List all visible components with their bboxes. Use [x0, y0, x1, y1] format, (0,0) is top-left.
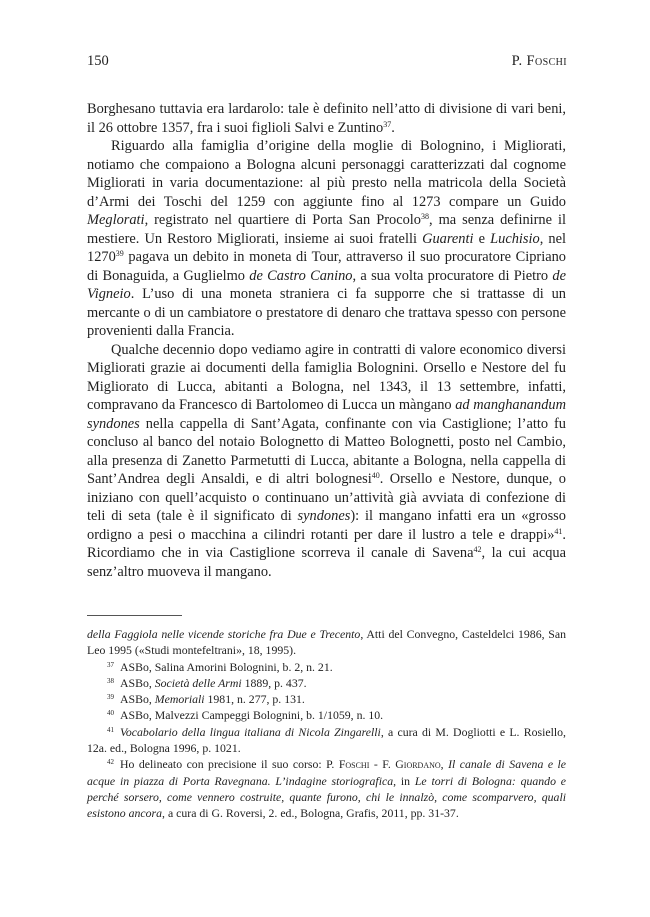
footnote-ref-38[interactable]: 38: [421, 212, 429, 221]
page-header: [87, 50, 567, 72]
footnote-ref-39[interactable]: 39: [115, 249, 124, 258]
footnote-continuation: della Faggiola nelle vicende storiche fra Due e Trecento, Atti del Convegno, Casteldelci 1986, San Leo 1995 («Studi montefeltrani», 18, 1995).: [87, 627, 567, 658]
running-head: P. Foschi: [511, 53, 567, 69]
paragraph-3: Qualche decennio dopo vediamo agire in contratti di valore economico diversi Migliorati grazie ai documenti della famiglia Bolognini. Orsello e Nestore del fu Migliorato di Lucca, abitanti a Bologna, nel 1343, il 13 settembre, infatti, compravano da Francesco di Bartolomeo di Lucca un màngano ad manghanandum syndones nella cappella di Sant’Agata, confinante con via Castiglione; l’atto fu concluso al banco del notaio Bolognetto di Matteo Bolognetti, posto nel Cambio, alla presenza di Zanetto Parmetutti di Lucca, abitante a Bologna, nella cappella di Sant’Andrea degli Ansaldi, e di altri bolognesi$^{40}$. Orsello e Nestore, dunque, o iniziano con quell’acquisto o continuano un’attività già avviata di confezione di teli di seta (tale è il significato di syndones): il mangano infatti era un «grosso ordigno a pesi o macchina a cilindri rotanti per dare il lustro a tele e drappi»$^{41}$. Ricordiamo che in via Castiglione scorreva il canale di Savena$^{42}$, la cui acqua senz’altro muoveva il mangano.: [87, 341, 566, 580]
paragraph-2: Riguardo alla famiglia d’origine della moglie di Bolognino, i Migliorati, notiamo che compaiono a Bologna alcuni personaggi caratterizzati dal cognome Migliorati in varia documentazione: al più presto nella matricola della Società d’Armi dei Toschi del 1259 con aggiunte fino al 1273 compare un Guido Meglorati, registrato nel quartiere di Porta San Procolo$^{38}$, ma senza definirne il mestiere. Un Restoro Migliorati, insieme ai suoi fratelli Guarenti e Luchisio, nel 1270$^{39}$ pagava un debito in moneta di Tour, attraverso il suo procuratore Cipriano di Bonaguida, a Guglielmo de Castro Canino, a sua volta procuratore di Pietro de Vigneio. L’uso di una moneta straniera ci fa supporre che si trattasse di un mercante o di un cambiatore o prestatore di denaro che trattava spesso con persone provenienti dalla Francia.: [87, 138, 567, 339]
footnote-38: $^{38}$ ASBo, Società delle Armi 1889, p. 437.: [107, 675, 307, 690]
footnote-separator: [87, 615, 182, 616]
footnote-ref-41[interactable]: 41: [554, 526, 563, 536]
footnote-40: $^{40}$ ASBo, Malvezzi Campeggi Bolognini, b. 1/1059, n. 10.: [107, 708, 384, 723]
body-text: [87, 100, 566, 581]
footnote-ref-37[interactable]: 37: [383, 119, 392, 129]
footnote-39: $^{39}$ ASBo, Memoriali 1981, n. 277, p. 131.: [107, 692, 305, 707]
paragraph-1: Borghesano tuttavia era lardarolo: tale è definito nell’atto di divisione di vari beni, il 26 ottobre 1357, fra i suoi figlioli Salvi e Zuntino$^{37}$.: [87, 101, 566, 136]
footnote-42: $^{42}$ Ho delineato con precisione il suo corso: P. Foschi - F. Giordano, Il canale di Savena e le acque in piazza di Porta Ravegnana. L’indagine storiografica, in Le torri di Bologna: quando e perché sorsero, come vennero costruite, quante furono, chi le innalzò, come scomparvero, quali esistono ancora, a cura di G. Roversi, 2. ed., Bologna, Grafis, 2011, pp. 31-37.: [87, 757, 567, 821]
footnotes: [87, 626, 566, 822]
page-number: 150: [87, 53, 109, 69]
footnote-ref-40[interactable]: 40: [371, 471, 380, 480]
footnote-37: $^{37}$ ASBo, Salina Amorini Bolognini, b. 2, n. 21.: [107, 659, 333, 674]
footnote-41: $^{41}$ Vocabolario della lingua italiana di Nicola Zingarelli, a cura di M. Dogliotti e L. Rosiello, 12a. ed., Bologna 1996, p. 1021.: [87, 724, 566, 756]
footnote-ref-42[interactable]: 42: [473, 545, 482, 554]
